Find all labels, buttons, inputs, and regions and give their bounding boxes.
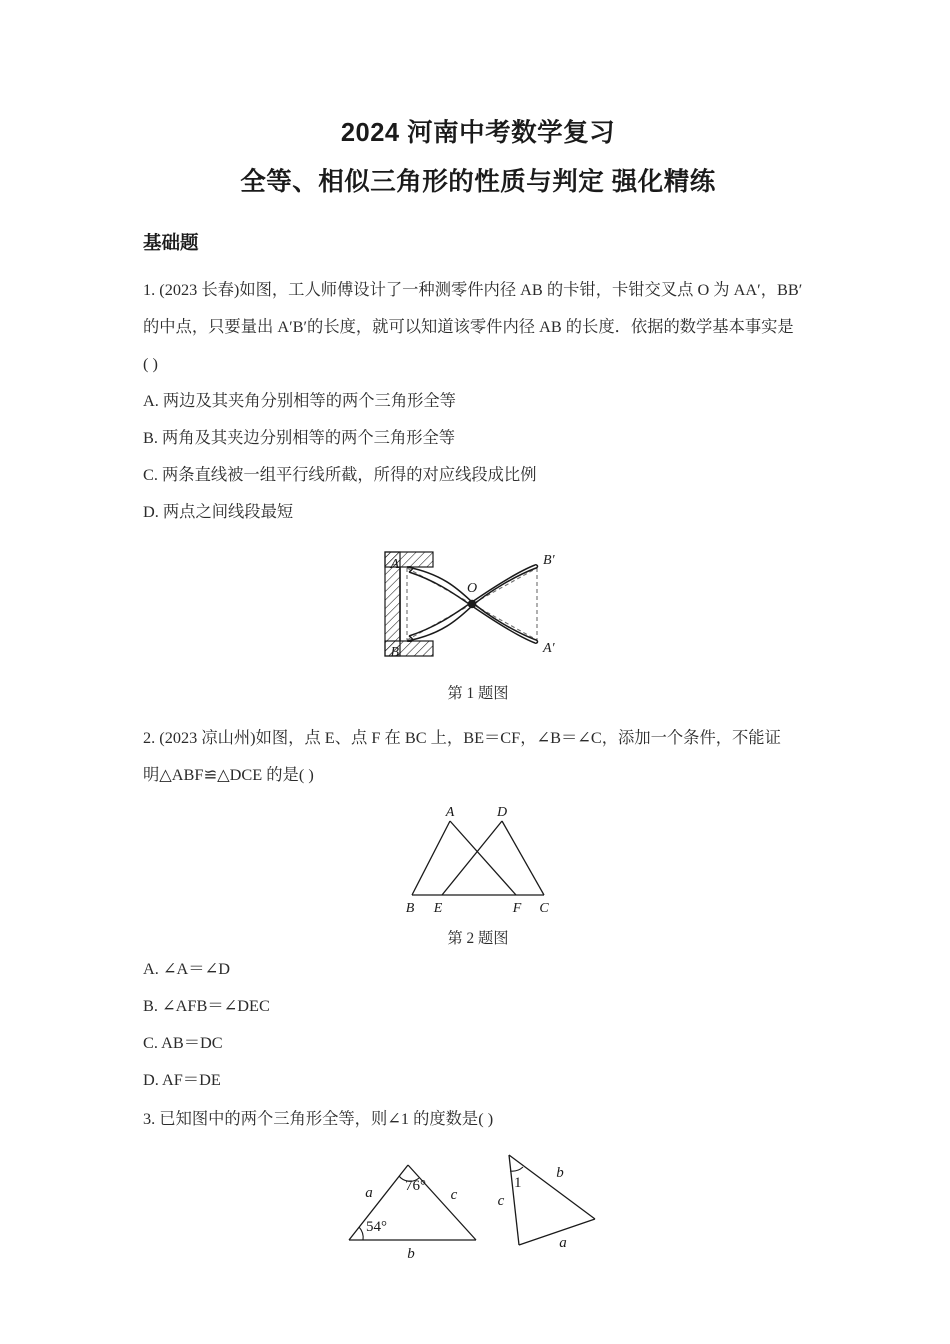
document-title-line-2: 全等、相似三角形的性质与判定 强化精练: [240, 168, 716, 196]
angle-1-arc: [510, 1167, 523, 1171]
page-content: [143, 0, 813, 1268]
question-2-text-line-1: 2. (2023 凉山州)如图，点 E、点 F 在 BC 上，BE＝CF，∠B＝∠C，添加一个条件，不能证: [143, 728, 781, 747]
question-1-text-line-2: 的中点，只要量出 A′B′的长度，就可以知道该零件内径 AB 的长度．依据的数学基本事实是: [143, 317, 794, 336]
label-F: F: [512, 901, 522, 916]
question-2-option-b: B. ∠AFB＝∠DEC: [143, 996, 270, 1015]
question-1-option-c: C. 两条直线被一组平行线所截，所得的对应线段成比例: [143, 465, 537, 484]
label-B-prime: B′: [543, 553, 555, 568]
question-2-option-a: A. ∠A＝∠D: [143, 959, 230, 978]
question-1-option-a: A. 两边及其夹角分别相等的两个三角形全等: [143, 391, 456, 410]
label-side-b: b: [407, 1246, 415, 1262]
label-side-a2: a: [559, 1235, 567, 1251]
congruent-triangles-diagram: [333, 1143, 623, 1263]
question-1-text-line-1: 1. (2023 长春)如图，工人师傅设计了一种测零件内径 AB 的卡钳，卡钳交叉点 O 为 AA′，BB′: [143, 280, 803, 299]
pivot-point-O: [468, 600, 476, 608]
left-side-c: [408, 1165, 476, 1240]
question-1-option-b: B. 两角及其夹边分别相等的两个三角形全等: [143, 428, 456, 447]
caliper-diagram: [373, 544, 583, 664]
label-side-c2: c: [497, 1193, 505, 1209]
question-2-text-line-2: 明△ABF≌△DCE 的是( ): [143, 765, 314, 784]
question-1-option-d: D. 两点之间线段最短: [143, 502, 294, 521]
overlapping-triangles-diagram: [398, 805, 558, 917]
label-A: A: [390, 557, 399, 572]
question-2: [143, 719, 813, 1098]
right-side-b: [509, 1155, 595, 1219]
label-E: E: [433, 901, 443, 916]
left-triangle: [349, 1165, 476, 1262]
segment-DE: [442, 821, 502, 895]
label-O: O: [466, 581, 478, 596]
question-1-figure-caption: 第 1 题图: [447, 685, 509, 702]
bottom-left-angle-arc: [359, 1227, 363, 1240]
label-angle-76: 76°: [405, 1178, 426, 1194]
right-side-c: [509, 1155, 519, 1245]
question-2-option-c: C. AB＝DC: [143, 1033, 223, 1052]
right-triangle: [498, 1155, 595, 1251]
label-side-c: c: [450, 1187, 458, 1203]
label-side-b2: b: [556, 1165, 564, 1181]
label-angle-54: 54°: [366, 1219, 387, 1235]
question-1-figure: [143, 544, 813, 705]
segment-DC: [502, 821, 544, 895]
label-B: B: [405, 901, 415, 916]
label-angle-1: 1: [514, 1175, 522, 1191]
question-1-answer-blank: ( ): [143, 354, 158, 373]
label-C: C: [539, 901, 549, 916]
question-2-option-d: D. AF＝DE: [143, 1070, 221, 1089]
right-side-a: [519, 1219, 595, 1245]
section-heading-basic: 基础题: [143, 232, 199, 253]
label-side-a: a: [365, 1185, 373, 1201]
question-2-figure: [143, 805, 813, 950]
question-1: [143, 271, 813, 705]
segment-AF: [450, 821, 516, 895]
label-A-prime: A′: [543, 641, 555, 656]
question-3-figure: [143, 1143, 813, 1268]
segment-AB: [412, 821, 450, 895]
question-3-text-line-1: 3. 已知图中的两个三角形全等，则∠1 的度数是( ): [143, 1109, 494, 1128]
label-D: D: [496, 805, 508, 820]
label-A: A: [445, 805, 455, 820]
question-2-figure-caption: 第 2 题图: [447, 930, 509, 947]
question-3: [143, 1100, 813, 1268]
label-B: B: [390, 645, 399, 660]
document-title-line-1: 2024 河南中考数学复习: [340, 119, 616, 147]
